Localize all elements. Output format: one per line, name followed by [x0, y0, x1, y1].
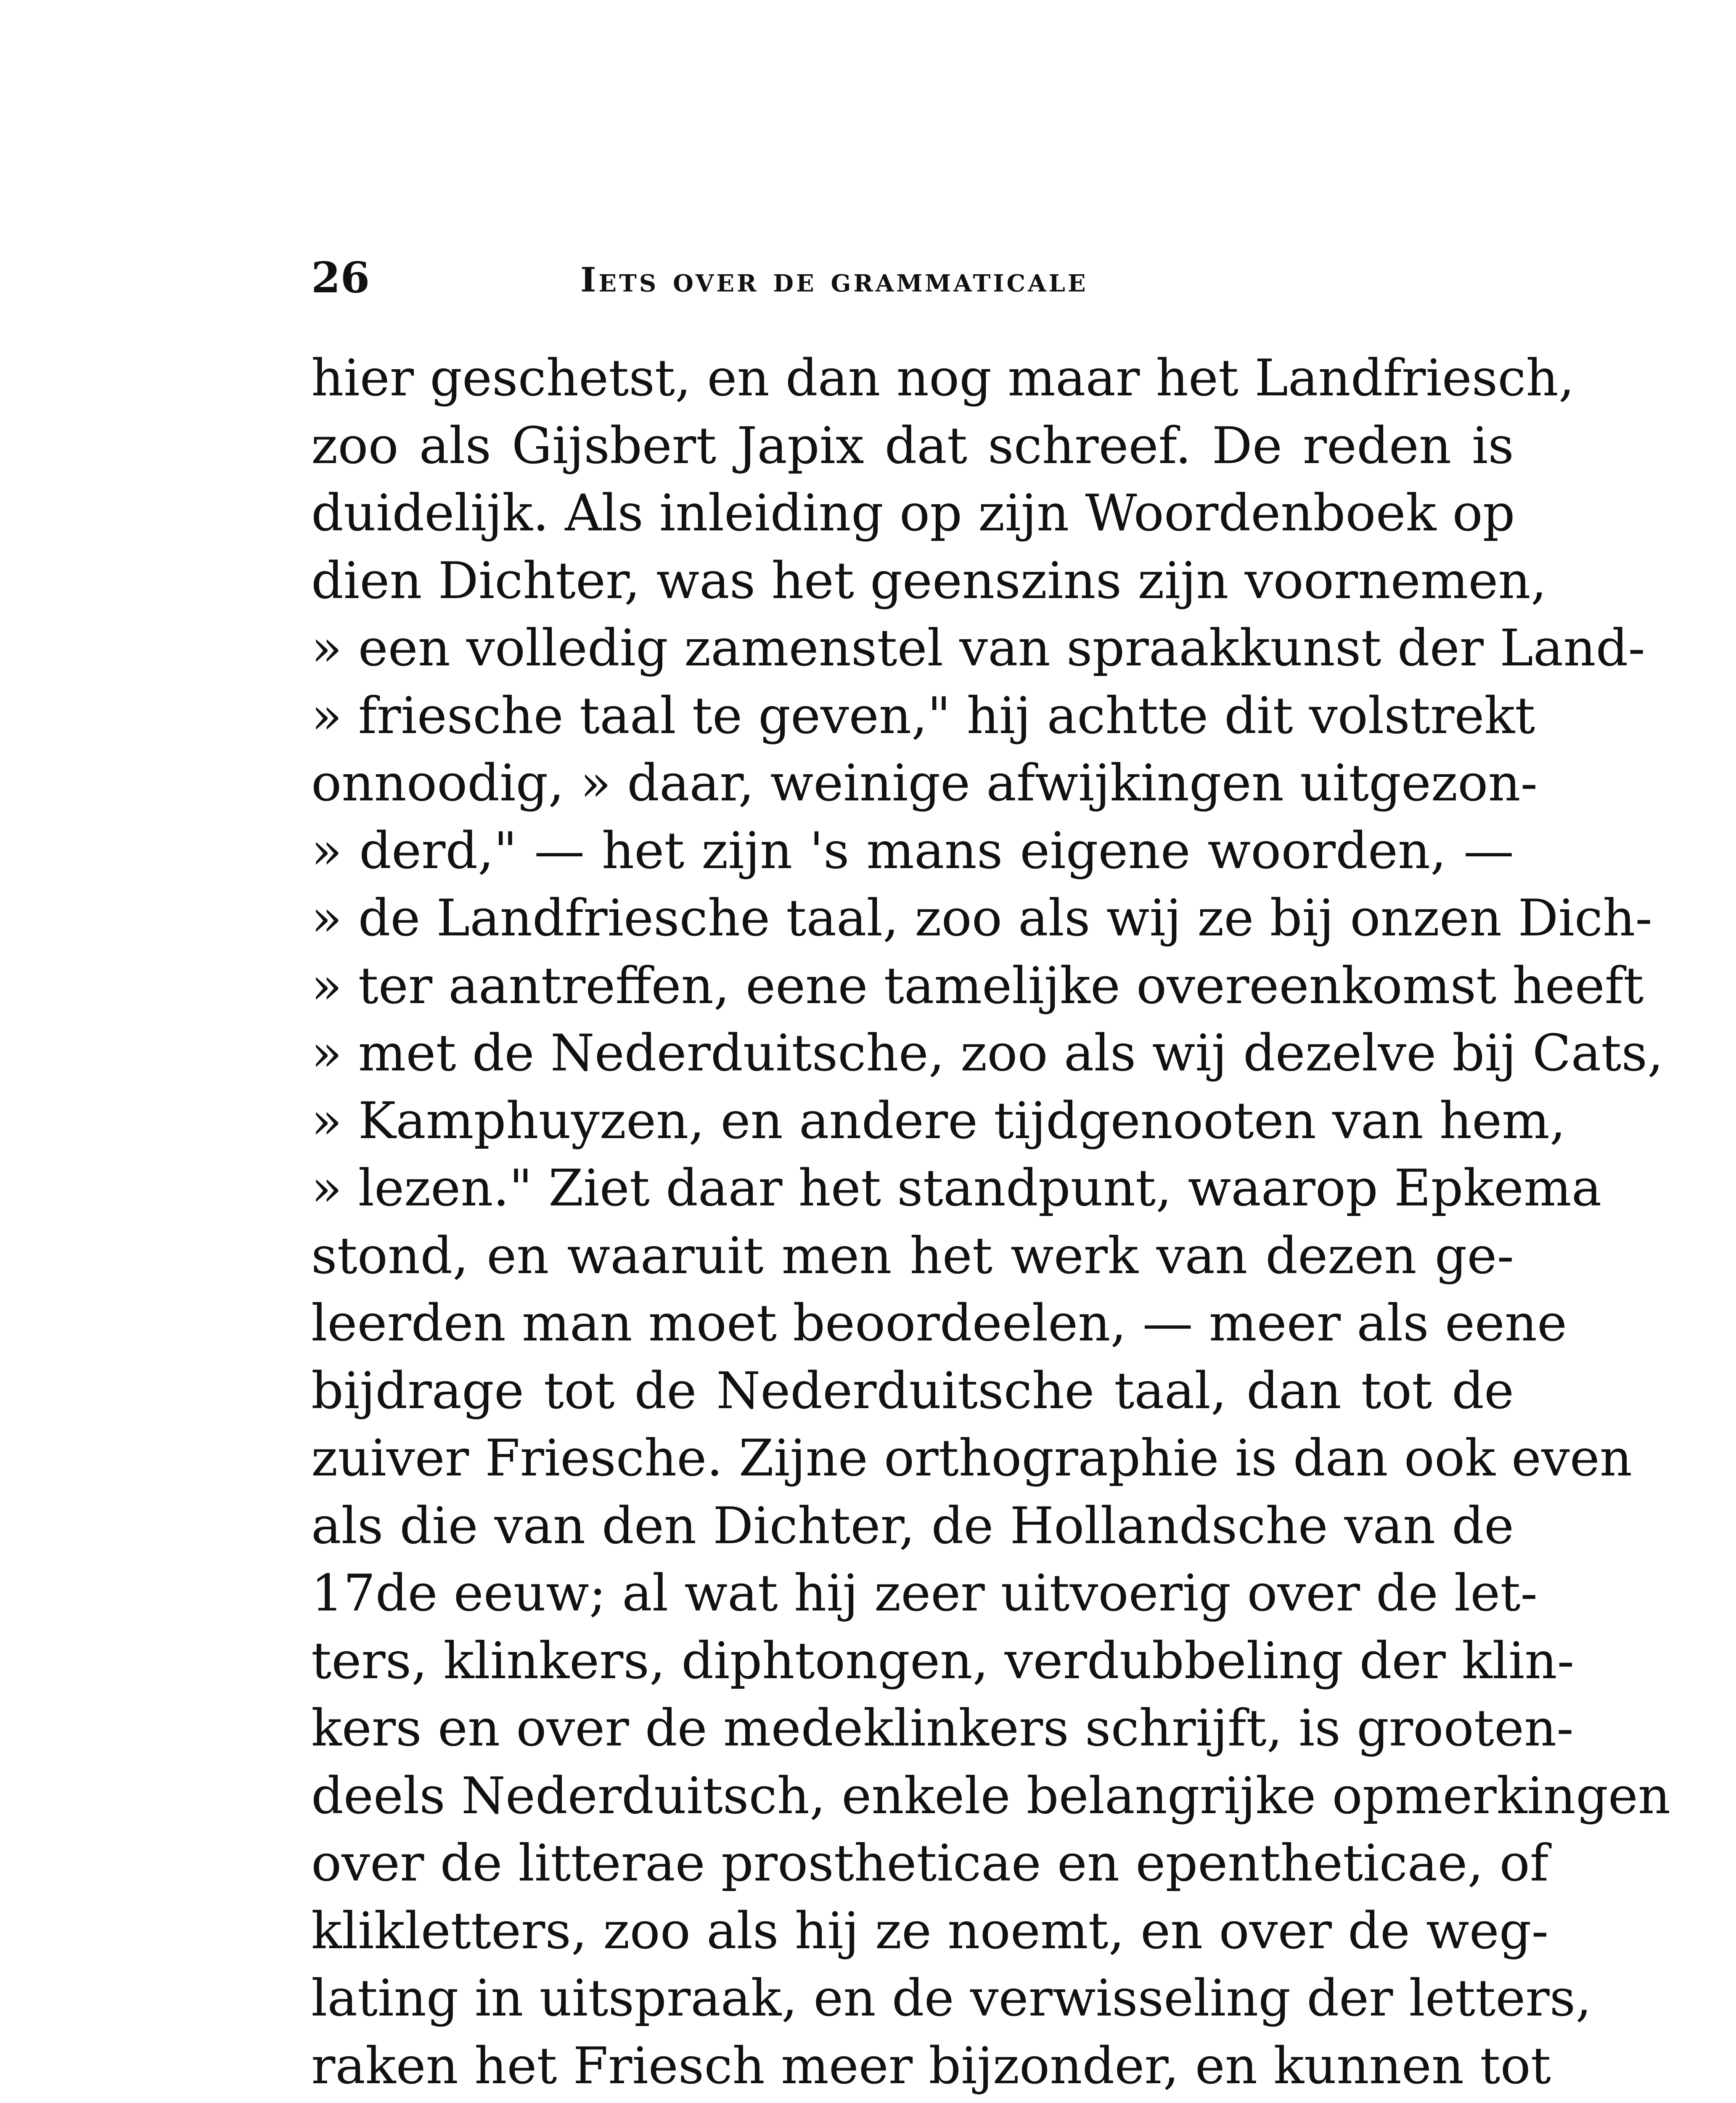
text-line: kers en over de medeklinkers schrijft, is grooten- — [311, 1699, 1574, 1758]
text-line: zoo als Gijsbert Japix dat schreef. De reden is — [311, 416, 1514, 475]
text-line: » Kamphuyzen, en andere tijdgenooten van hem, — [311, 1091, 1566, 1150]
text-line: raken het Friesch meer bijzonder, en kunnen tot — [311, 2037, 1551, 2095]
text-line: zuiver Friesche. Zijne orthographie is dan ook even — [311, 1429, 1633, 1488]
text-line: bijdrage tot de Nederduitsche taal, dan tot de — [311, 1361, 1514, 1420]
text-line: dien Dichter, was het geenszins zijn voornemen, — [311, 551, 1547, 610]
text-line: » derd," — het zijn 's mans eigene woorden, — — [311, 821, 1514, 880]
text-line: klikletters, zoo als hij ze noemt, en over de weg- — [311, 1902, 1549, 1960]
text-line: » lezen." Ziet daar het standpunt, waarop Epkema — [311, 1159, 1602, 1218]
text-line — [311, 2100, 1514, 2103]
text-line: leerden man moet beoordeelen, — meer als eene — [311, 1294, 1567, 1353]
text-line: » een volledig zamenstel van spraakkunst der Land- — [311, 619, 1645, 678]
text-line: » de Landfriesche taal, zoo als wij ze bij onzen Dich- — [311, 889, 1652, 948]
text-line: lating in uitspraak, en de verwisseling der letters, — [311, 1969, 1592, 2028]
text-line: deels Nederduitsch, enkele belangrijke opmerkingen — [311, 1767, 1671, 1825]
text-line: stond, en waaruit men het werk van dezen ge- — [311, 1226, 1514, 1285]
running-head: Iets over de grammaticale — [580, 260, 1088, 299]
text-line: » friesche taal te geven," hij achtte dit volstrekt — [311, 686, 1535, 745]
text-line: ters, klinkers, diphtongen, verdubbeling der klin- — [311, 1632, 1575, 1690]
text-line: onnoodig, » daar, weinige afwijkingen uitgezon- — [311, 754, 1538, 813]
text-line: als die van den Dichter, de Hollandsche van de — [311, 1496, 1514, 1555]
text-line: 17de eeuw; al wat hij zeer uitvoerig over de let- — [311, 1564, 1538, 1623]
body-text — [311, 345, 1671, 2103]
text-line: duidelijk. Als inleiding op zijn Woordenboek op — [311, 484, 1515, 543]
text-line: over de litterae prostheticae en epentheticae, of — [311, 1834, 1549, 1893]
text-line: hier geschetst, en dan nog maar het Landfriesch, — [311, 349, 1575, 408]
page-header — [311, 236, 1539, 311]
text-line: » ter aantreffen, eene tamelijke overeenkomst heeft — [311, 956, 1644, 1015]
page-number: 26 — [311, 253, 370, 302]
text-line: » met de Nederduitsche, zoo als wij dezelve bij Cats, — [311, 1024, 1664, 1083]
